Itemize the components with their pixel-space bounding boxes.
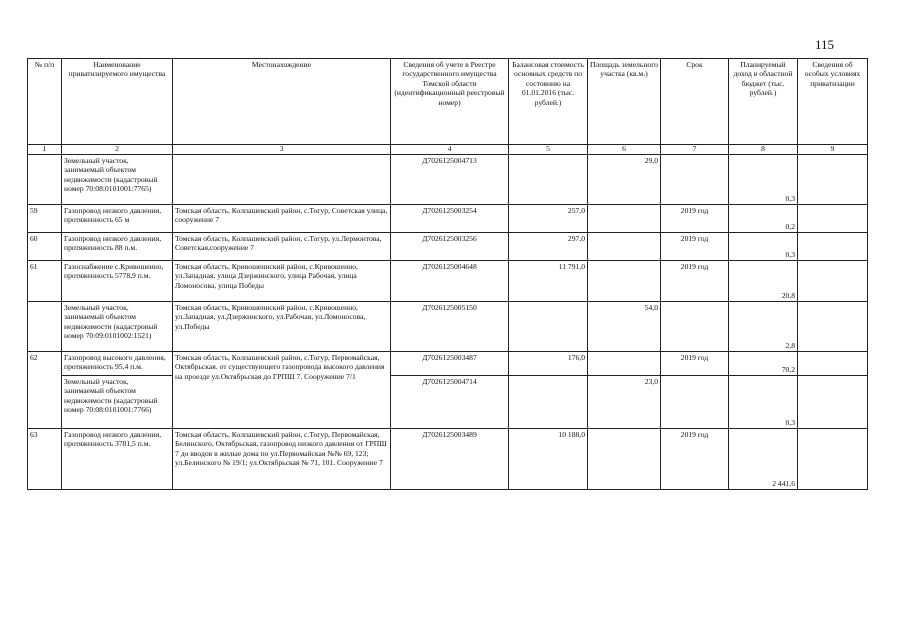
cell-income: 0,2 [729, 205, 798, 233]
cell-term [661, 376, 729, 429]
cell-area: 54,0 [588, 302, 661, 352]
cell-location: Томская область, Колпашевский район, с.Тогур, Советская улица, сооружение 7 [173, 205, 391, 233]
cell-registry: Д7026125003487 [391, 352, 509, 376]
cell-balance [509, 155, 588, 205]
cell-location: Томская область, Колпашевский район, с.Тогур, Первомайская, Белинского, Октябрьская, газопровод низкого давления от ГРПШ 7 до вводов в жилые дома по ул.Первомайская №№ 69, 123; ул.Белинского № 19/1; ул.Октябрьская № 71, 101. Сооружение 7 [173, 429, 391, 490]
table-row [28, 233, 868, 261]
cell-income: 20,8 [729, 261, 798, 302]
column-number: 5 [509, 145, 588, 155]
header-row [28, 59, 868, 145]
cell-balance: 297,0 [509, 233, 588, 261]
cell-name: Земельный участок, занимаемый объектом недвижимости (кадастровый номер 70:08:0101001:7765) [62, 155, 173, 205]
cell-num [28, 155, 62, 205]
column-number: 8 [729, 145, 798, 155]
cell-location: Томская область, Кривошеинский район, с.Кривошеино, ул.Западная, ул.Дзержинского, ул.Рабочая, ул.Ломоносова, ул.Победы [173, 302, 391, 352]
cell-area [588, 352, 661, 376]
cell-balance: 176,0 [509, 352, 588, 376]
table-row [28, 205, 868, 233]
cell-term: 2019 год [661, 429, 729, 490]
cell-area: 23,0 [588, 376, 661, 429]
cell-registry: Д7026125003489 [391, 429, 509, 490]
column-number: 6 [588, 145, 661, 155]
header-income: Планируемый доход в областной бюджет (тыс. рублей.) [729, 59, 798, 145]
cell-location: Томская область, Колпашевский район, с.Тогур, ул.Лермонтова, Советская,сооружение 7 [173, 233, 391, 261]
cell-area [588, 233, 661, 261]
header-term: Срок [661, 59, 729, 145]
cell-special [798, 352, 868, 376]
cell-registry: Д7026125004648 [391, 261, 509, 302]
cell-special [798, 205, 868, 233]
cell-num: 62 [28, 352, 62, 429]
cell-name: Газопровод низкого давления, протяженность 65 м [62, 205, 173, 233]
cell-term: 2019 год [661, 205, 729, 233]
cell-special [798, 429, 868, 490]
header-location: Местонахождение [173, 59, 391, 145]
cell-balance: 257,0 [509, 205, 588, 233]
cell-income: 0,3 [729, 155, 798, 205]
header-num: № п/п [28, 59, 62, 145]
cell-name: Газопровод высокого давления, протяженность 95,4 п.м. [62, 352, 173, 376]
column-number: 4 [391, 145, 509, 155]
column-number: 2 [62, 145, 173, 155]
cell-income: 70,2 [729, 352, 798, 376]
table-row [28, 429, 868, 490]
cell-income: 0,3 [729, 376, 798, 429]
column-number: 3 [173, 145, 391, 155]
table-row [28, 302, 868, 352]
cell-num: 63 [28, 429, 62, 490]
cell-name: Земельный участок, занимаемый объектом недвижимости (кадастровый номер 70:08:0101001:7766) [62, 376, 173, 429]
cell-registry: Д7026125003254 [391, 205, 509, 233]
cell-income: 2 441,6 [729, 429, 798, 490]
cell-term: 2019 год [661, 352, 729, 376]
cell-area [588, 205, 661, 233]
header-special: Сведения об особых условиях приватизации [798, 59, 868, 145]
column-number-row [28, 145, 868, 155]
cell-registry: Д7026125005150 [391, 302, 509, 352]
cell-special [798, 233, 868, 261]
cell-term [661, 155, 729, 205]
header-registry: Сведения об учете в Реестре государственного имущества Томской области (идентификационный реестровый номер) [391, 59, 509, 145]
cell-registry: Д7026125003256 [391, 233, 509, 261]
cell-name: Газопровод низкого давления, протяженность 3781,5 п.м. [62, 429, 173, 490]
table-row [28, 376, 868, 429]
cell-balance [509, 302, 588, 352]
column-number: 7 [661, 145, 729, 155]
cell-registry: Д7026125004714 [391, 376, 509, 429]
cell-name: Земельный участок, занимаемый объектом недвижимости (кадастровый номер 70:09:0101002:1521) [62, 302, 173, 352]
cell-income: 2,8 [729, 302, 798, 352]
privatization-table [27, 58, 868, 490]
page-number: 115 [815, 37, 835, 52]
cell-balance [509, 376, 588, 429]
cell-special [798, 376, 868, 429]
cell-special [798, 155, 868, 205]
cell-name: Газоснабжение с.Кривошеино, протяженность 5778,9 п.м. [62, 261, 173, 302]
cell-location: Томская область, Колпашевский район, с.Тогур, Первомайская, Октябрьская. от существующего газопровода высокого давления на проезде ул.Октябрьская до ГРПШ 7. Сооружение 7/1 [173, 352, 391, 429]
column-number: 9 [798, 145, 868, 155]
cell-area: 29,0 [588, 155, 661, 205]
cell-special [798, 261, 868, 302]
cell-registry: Д7026125004713 [391, 155, 509, 205]
cell-special [798, 302, 868, 352]
cell-balance: 10 188,0 [509, 429, 588, 490]
header-name: Наименование приватизируемого имущества [62, 59, 173, 145]
cell-income: 0,3 [729, 233, 798, 261]
column-number: 1 [28, 145, 62, 155]
cell-location [173, 155, 391, 205]
table-row [28, 352, 868, 376]
cell-area [588, 429, 661, 490]
cell-term: 2019 год [661, 261, 729, 302]
cell-num [28, 302, 62, 352]
table-row [28, 155, 868, 205]
cell-num: 61 [28, 261, 62, 302]
cell-num: 60 [28, 233, 62, 261]
cell-term [661, 302, 729, 352]
cell-term: 2019 год [661, 233, 729, 261]
cell-area [588, 261, 661, 302]
header-balance: Балансовая стоимость основных средств по состоянию на 01.01.2016 (тыс. рублей.) [509, 59, 588, 145]
cell-num: 59 [28, 205, 62, 233]
cell-name: Газопровод низкого давления, протяженность 88 п.м. [62, 233, 173, 261]
header-area: Площадь земельного участка (кв.м.) [588, 59, 661, 145]
cell-balance: 11 791,0 [509, 261, 588, 302]
table-row [28, 261, 868, 302]
cell-location: Томская область, Кривошеинский район, с.Кривошеино, ул.Западная, улица Дзержинского, улица Рабочая, улица Ломоносова, улица Победы [173, 261, 391, 302]
